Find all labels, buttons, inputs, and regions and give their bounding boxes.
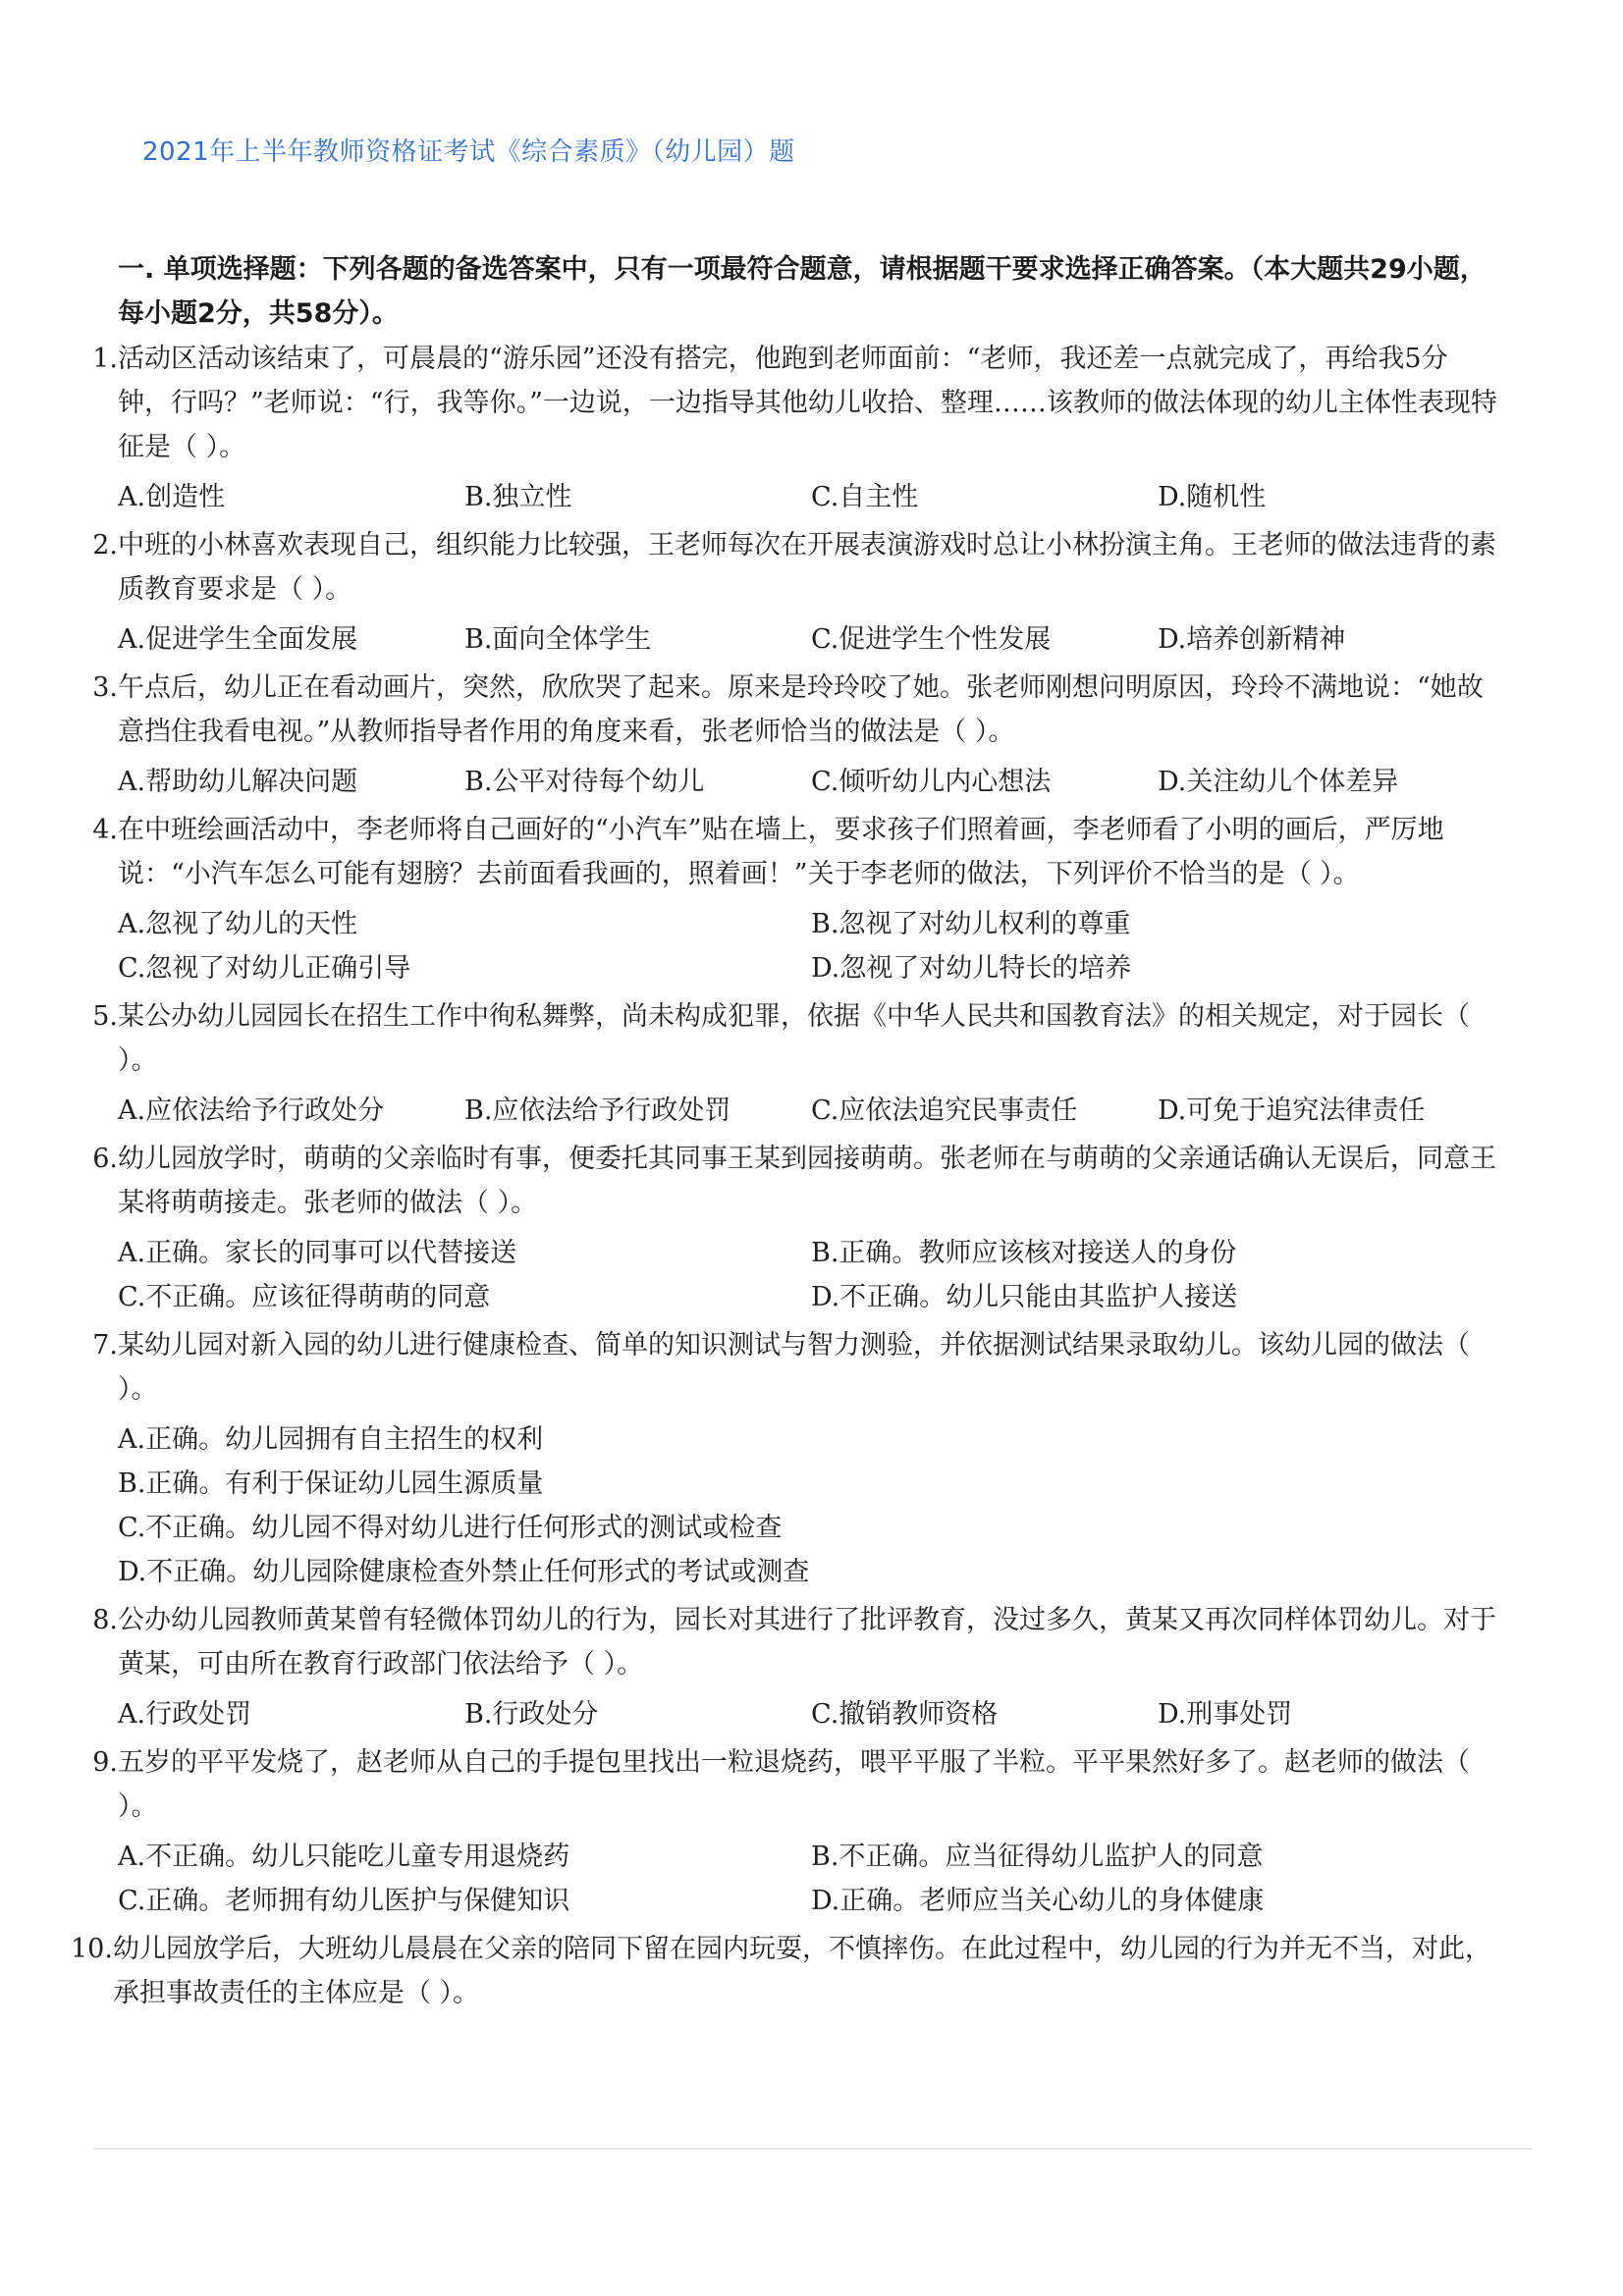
question-number: 10.	[71, 1934, 113, 1964]
option-d: D.随机性	[1158, 482, 1267, 512]
option-c: C.倾听幼儿内心想法	[811, 767, 1052, 797]
option-a: A.创造性	[118, 482, 226, 512]
option-c: C.忽视了对幼儿正确引导	[118, 953, 411, 984]
question-7	[84, 1323, 1498, 1594]
question-number: 1.	[92, 344, 118, 374]
options	[118, 1692, 1498, 1736]
question-stem: 某幼儿园对新入园的幼儿进行健康检查、简单的知识测试与智力测验，并依据测试结果录取幼儿。该幼儿园的做法（ ）。	[118, 1330, 1470, 1405]
question-2	[84, 523, 1498, 662]
question-number: 3.	[92, 672, 118, 703]
question-9	[84, 1740, 1498, 1923]
option-b: B.不正确。应当征得幼儿监护人的同意	[811, 1842, 1264, 1872]
option-a: A.行政处罚	[118, 1699, 252, 1730]
option-c: C.不正确。应该征得萌萌的同意	[118, 1282, 491, 1312]
option-a: A.不正确。幼儿只能吃儿童专用退烧药	[118, 1842, 570, 1872]
question-stem: 中班的小林喜欢表现自己，组织能力比较强，王老师每次在开展表演游戏时总让小林扮演主角。王老师的做法违背的素质教育要求是（ ）。	[118, 530, 1496, 605]
options	[118, 1231, 1498, 1319]
question-8	[84, 1598, 1498, 1736]
option-d: D.忽视了对幼儿特长的培养	[811, 953, 1132, 984]
question-6	[84, 1137, 1498, 1319]
question-stem: 在中班绘画活动中，李老师将自己画好的“小汽车”贴在墙上，要求孩子们照着画，李老师看了小明的画后，严厉地说：“小汽车怎么可能有翅膀？去前面看我画的，照着画！”关于李老师的做法，下列评价不恰当的是（ ）。	[118, 815, 1444, 889]
option-a: A.帮助幼儿解决问题	[118, 767, 358, 797]
option-d: D.刑事处罚	[1158, 1699, 1293, 1730]
options	[118, 617, 1498, 662]
question-1	[84, 337, 1498, 519]
question-number: 9.	[92, 1747, 118, 1778]
question-stem: 幼儿园放学时，萌萌的父亲临时有事，便委托其同事王某到园接萌萌。张老师在与萌萌的父亲通话确认无误后，同意王某将萌萌接走。张老师的做法（ ）。	[118, 1144, 1496, 1218]
question-number: 4.	[92, 815, 118, 845]
question-10	[71, 1927, 1498, 2015]
option-b: B.面向全体学生	[464, 624, 652, 655]
option-c: C.应依法追究民事责任	[811, 1095, 1078, 1126]
document-title: 2021年上半年教师资格证考试《综合素质》（幼儿园）题	[142, 137, 795, 167]
question-stem: 某公办幼儿园园长在招生工作中徇私舞弊，尚未构成犯罪，依据《中华人民共和国教育法》的相关规定，对于园长（ ）。	[118, 1001, 1470, 1076]
question-number: 6.	[92, 1144, 118, 1174]
question-list	[71, 337, 1498, 2015]
option-d: D.关注幼儿个体差异	[1158, 767, 1399, 797]
options	[118, 902, 1498, 990]
options	[118, 1089, 1498, 1133]
option-b: B.独立性	[464, 482, 572, 512]
section-heading: 一. 单项选择题：下列各题的备选答案中，只有一项最符合题意，请根据题干要求选择正确答案。（本大题共29小题，每小题2分，共58分）。	[118, 254, 1487, 329]
question-number: 7.	[92, 1330, 118, 1361]
question-4	[84, 808, 1498, 990]
option-c: C.正确。老师拥有幼儿医护与保健知识	[118, 1886, 570, 1916]
question-stem: 活动区活动该结束了，可晨晨的“游乐园”还没有搭完，他跑到老师面前：“老师，我还差一点就完成了，再给我5分钟，行吗？”老师说：“行，我等你。”一边说，一边指导其他幼儿收拾、整理……该教师的做法体现的幼儿主体性表现特征是（ ）。	[118, 344, 1497, 462]
option-b: B.应依法给予行政处罚	[464, 1095, 731, 1126]
option-d: D.培养创新精神	[1158, 624, 1346, 655]
question-5	[84, 994, 1498, 1133]
options	[118, 475, 1498, 519]
option-d: D.正确。老师应当关心幼儿的身体健康	[811, 1886, 1265, 1916]
question-3	[84, 666, 1498, 804]
option-b: B.忽视了对幼儿权利的尊重	[811, 909, 1131, 939]
option-b: B.公平对待每个幼儿	[464, 767, 705, 797]
options	[118, 760, 1498, 804]
option-c: C.不正确。幼儿园不得对幼儿进行任何形式的测试或检查	[118, 1513, 783, 1543]
option-b: B.正确。有利于保证幼儿园生源质量	[118, 1468, 544, 1499]
option-d: D.不正确。幼儿只能由其监护人接送	[811, 1282, 1238, 1312]
footer-divider	[93, 2148, 1532, 2150]
option-d: D.可免于追究法律责任	[1158, 1095, 1426, 1126]
question-number: 8.	[92, 1605, 118, 1635]
option-a: A.促进学生全面发展	[118, 624, 358, 655]
option-c: C.自主性	[811, 482, 919, 512]
question-number: 5.	[92, 1001, 118, 1032]
option-a: A.正确。家长的同事可以代替接送	[118, 1238, 517, 1268]
question-stem: 公办幼儿园教师黄某曾有轻微体罚幼儿的行为，园长对其进行了批评教育，没过多久，黄某又再次同样体罚幼儿。对于黄某，可由所在教育行政部门依法给予（ ）。	[118, 1605, 1496, 1680]
option-b: B.正确。教师应该核对接送人的身份	[811, 1238, 1237, 1268]
question-stem: 幼儿园放学后，大班幼儿晨晨在父亲的陪同下留在园内玩耍，不慎摔伤。在此过程中，幼儿园的行为并无不当，对此，承担事故责任的主体应是（ ）。	[112, 1934, 1491, 2008]
option-b: B.行政处分	[464, 1699, 599, 1730]
option-a: A.应依法给予行政处分	[118, 1095, 385, 1126]
options	[118, 1835, 1498, 1923]
option-a: A.正确。幼儿园拥有自主招生的权利	[118, 1424, 544, 1455]
option-c: C.撤销教师资格	[811, 1699, 999, 1730]
options	[118, 1417, 1498, 1594]
question-number: 2.	[92, 530, 118, 561]
question-stem: 午点后，幼儿正在看动画片，突然，欣欣哭了起来。原来是玲玲咬了她。张老师刚想问明原因，玲玲不满地说：“她故意挡住我看电视。”从教师指导者作用的角度来看，张老师恰当的做法是（ ）。	[118, 672, 1484, 747]
question-stem: 五岁的平平发烧了，赵老师从自己的手提包里找出一粒退烧药，喂平平服了半粒。平平果然好多了。赵老师的做法（ ）。	[118, 1747, 1470, 1822]
option-d: D.不正确。幼儿园除健康检查外禁止任何形式的考试或测查	[118, 1557, 810, 1587]
option-a: A.忽视了幼儿的天性	[118, 909, 358, 939]
option-c: C.促进学生个性发展	[811, 624, 1052, 655]
